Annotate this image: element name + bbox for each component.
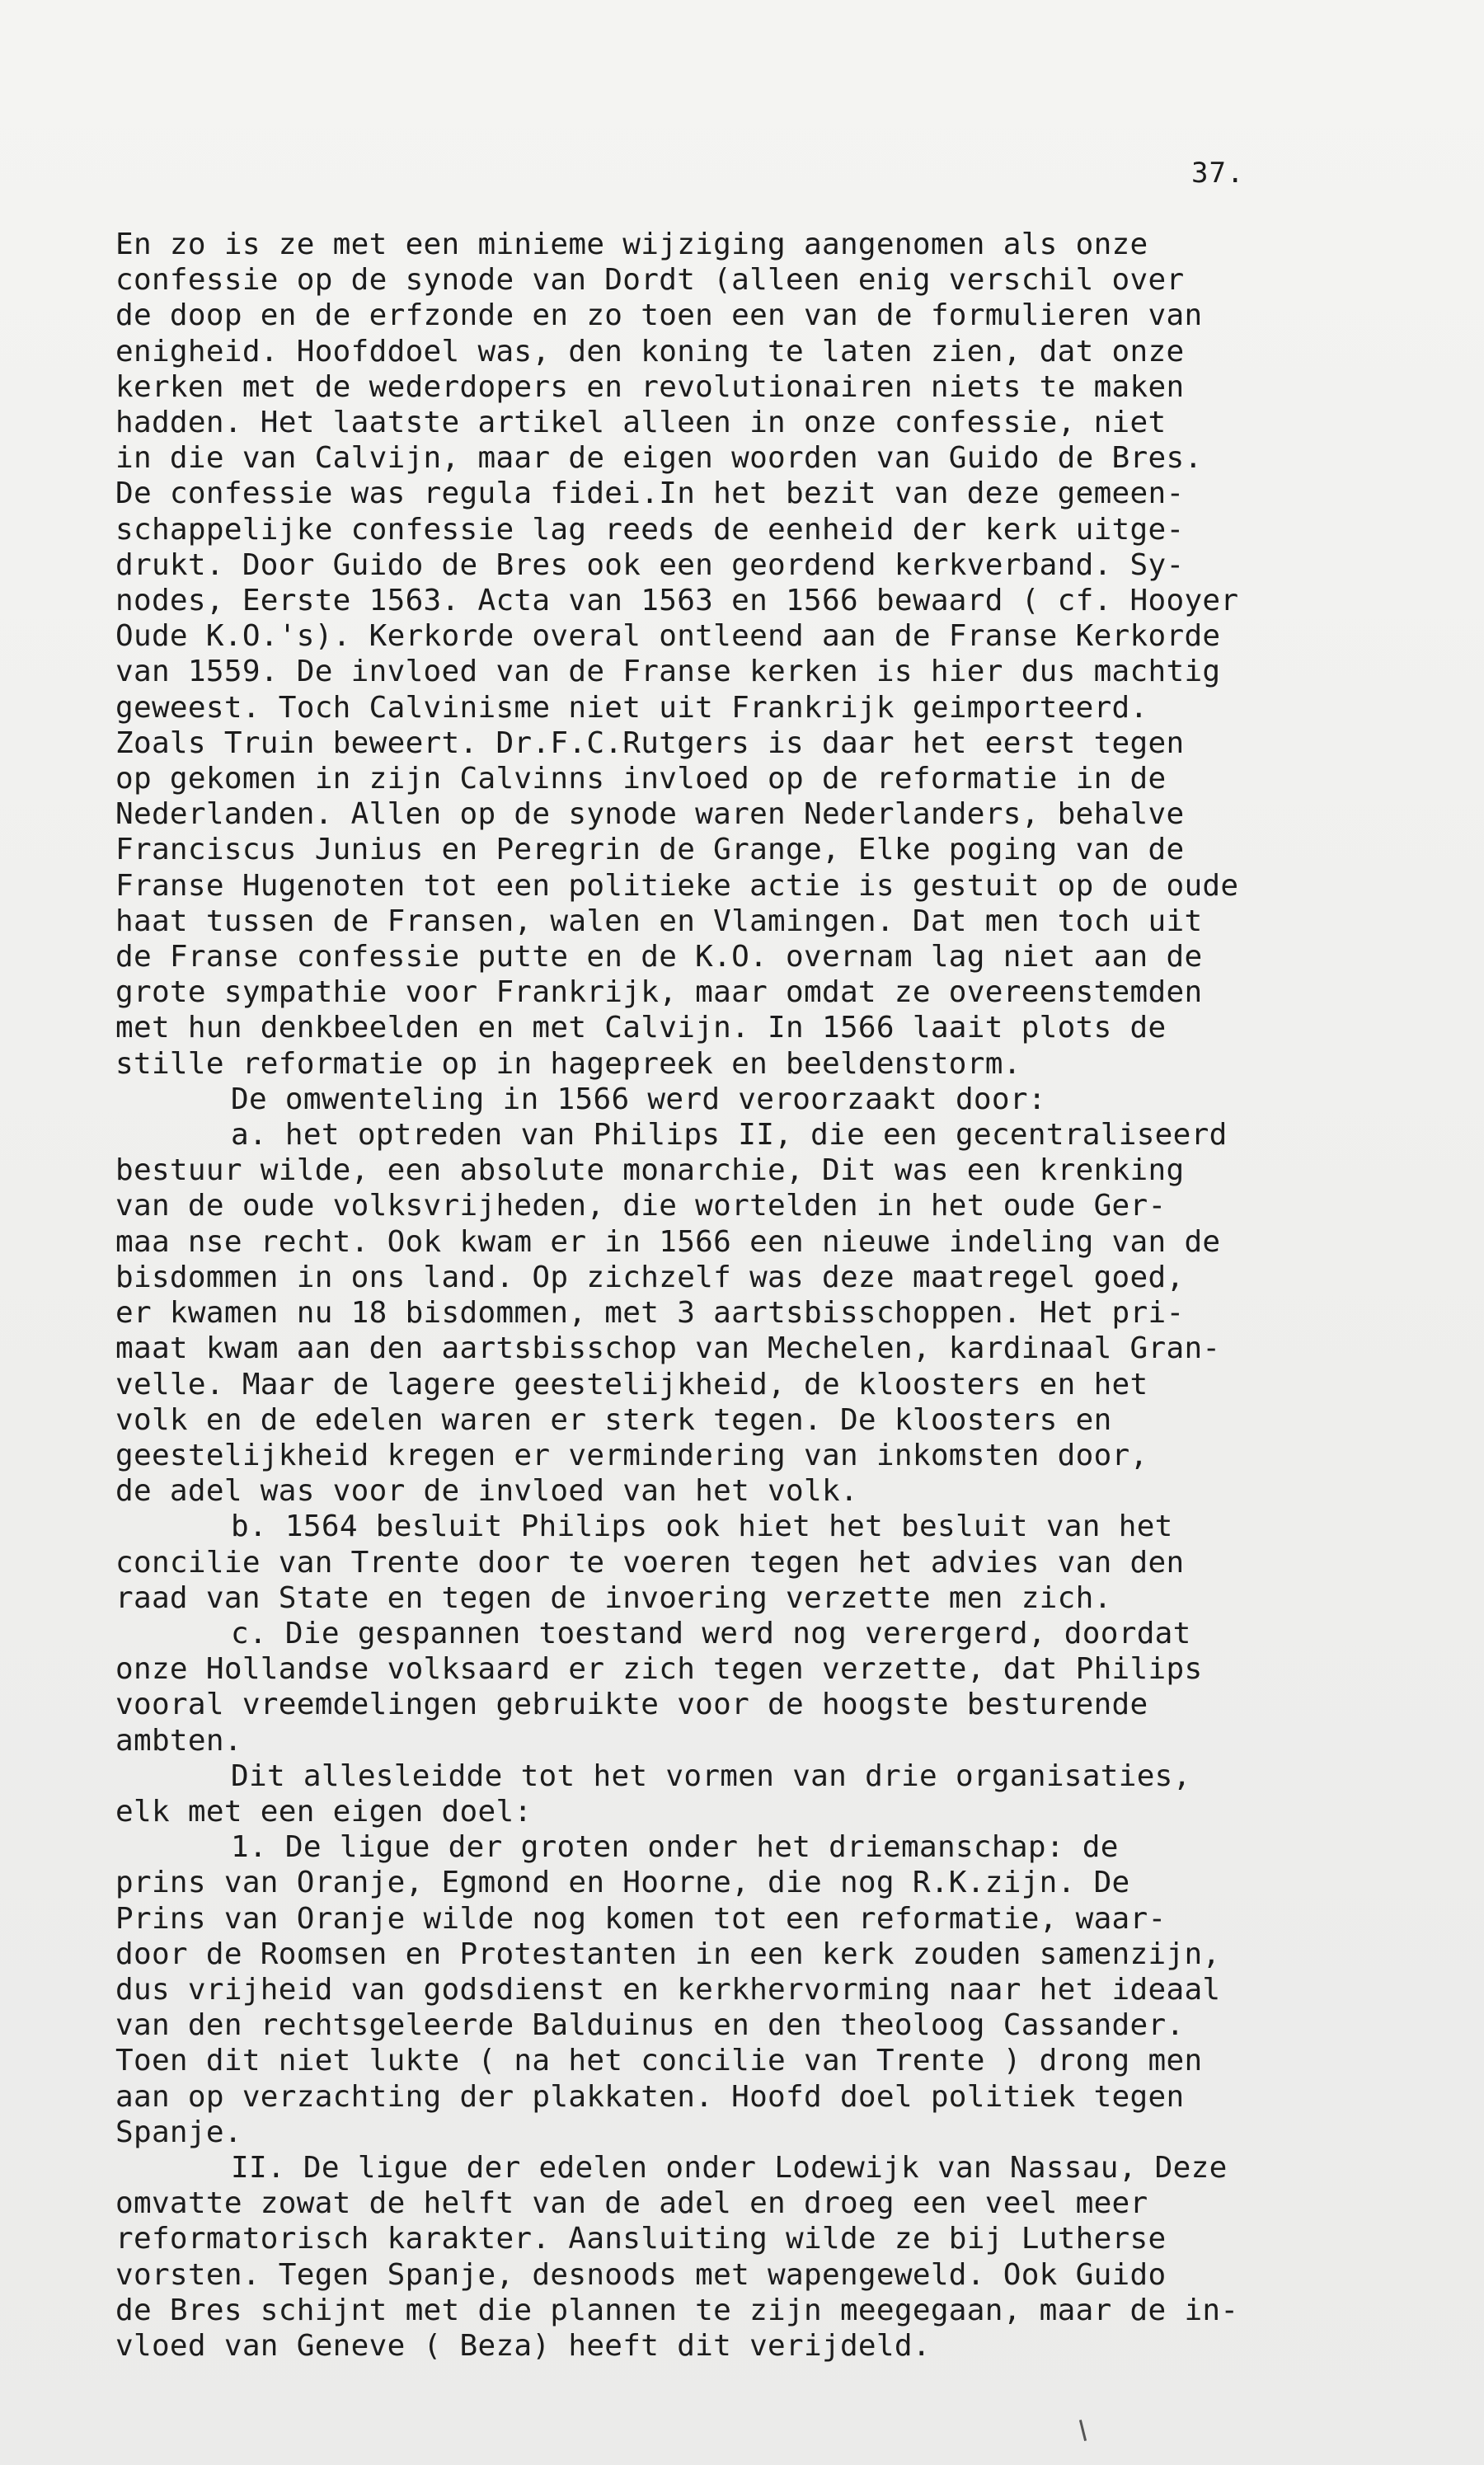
text-line: Toen dit niet lukte ( na het concilie van Trente ) drong men bbox=[115, 2044, 1203, 2078]
text-line: de doop en de erfzonde en zo toen een van de formulieren van bbox=[115, 298, 1203, 333]
text-line: maa nse recht. Ook kwam er in 1566 een nieuwe indeling van de bbox=[115, 1224, 1221, 1259]
text-line: de Bres schijnt met die plannen te zijn meegegaan, maar de in- bbox=[115, 2293, 1239, 2327]
text-line: bestuur wilde, een absolute monarchie, Dit was een krenking bbox=[115, 1153, 1185, 1188]
text-line: stille reformatie op in hagepreek en beeldenstorm. bbox=[115, 1046, 1021, 1081]
text-line: bisdommen in ons land. Op zichzelf was deze maatregel goed, bbox=[115, 1260, 1185, 1294]
text-line: a. het optreden van Philips II, die een gecentraliseerd bbox=[231, 1118, 1228, 1153]
text-line: maat kwam aan den aartsbisschop van Mechelen, kardinaal Gran- bbox=[115, 1331, 1221, 1366]
text-line: er kwamen nu 18 bisdommen, met 3 aartsbisschoppen. Het pri- bbox=[115, 1296, 1185, 1331]
text-line: velle. Maar de lagere geestelijkheid, de kloosters en het bbox=[115, 1367, 1148, 1402]
text-line: dus vrijheid van godsdienst en kerkhervorming naar het ideaal bbox=[115, 1972, 1221, 2007]
text-line: reformatorisch karakter. Aansluiting wilde ze bij Lutherse bbox=[115, 2222, 1167, 2256]
text-line: c. Die gespannen toestand werd nog verergerd, doordat bbox=[231, 1616, 1191, 1650]
text-line: geweest. Toch Calvinisme niet uit Frankrijk geimporteerd. bbox=[115, 690, 1148, 725]
text-line: drukt. Door Guido de Bres ook een geordend kerkverband. Sy- bbox=[115, 547, 1185, 582]
text-line: van den rechtsgeleerde Balduinus en den theoloog Cassander. bbox=[115, 2008, 1185, 2043]
text-line: volk en de edelen waren er sterk tegen. De kloosters en bbox=[115, 1402, 1112, 1437]
pen-mark bbox=[1079, 2420, 1087, 2441]
text-line: Nederlanden. Allen op de synode waren Nederlanders, behalve bbox=[115, 797, 1185, 832]
text-line: Franciscus Junius en Peregrin de Grange, Elke poging van de bbox=[115, 833, 1185, 867]
text-line: haat tussen de Fransen, walen en Vlamingen. Dat men toch uit bbox=[115, 904, 1203, 938]
text-line: op gekomen in zijn Calvinns invloed op de reformatie in de bbox=[115, 762, 1167, 796]
text-line: raad van State en tegen de invoering verzette men zich. bbox=[115, 1580, 1112, 1615]
text-line: grote sympathie voor Frankrijk, maar omdat ze overeenstemden bbox=[115, 975, 1203, 1010]
page-number: 37. bbox=[1191, 157, 1245, 190]
text-line: b. 1564 besluit Philips ook hiet het besluit van het bbox=[231, 1510, 1173, 1544]
text-line: in die van Calvijn, maar de eigen woorden van Guido de Bres. bbox=[115, 441, 1203, 476]
text-line: De omwenteling in 1566 werd veroorzaakt door: bbox=[231, 1082, 1046, 1116]
text-line: enigheid. Hoofddoel was, den koning te laten zien, dat onze bbox=[115, 334, 1185, 369]
text-line: de adel was voor de invloed van het volk. bbox=[115, 1474, 858, 1509]
text-line: Prins van Oranje wilde nog komen tot een reformatie, waar- bbox=[115, 1901, 1167, 1936]
document-body bbox=[115, 227, 1377, 2364]
text-line: Dit allesleidde tot het vormen van drie organisaties, bbox=[231, 1758, 1191, 1793]
text-line: concilie van Trente door te voeren tegen het advies van den bbox=[115, 1545, 1185, 1580]
text-line: van de oude volksvrijheden, die wortelden in het oude Ger- bbox=[115, 1189, 1167, 1223]
text-line: vooral vreemdelingen gebruikte voor de hoogste besturende bbox=[115, 1688, 1148, 1722]
text-line: omvatte zowat de helft van de adel en droeg een veel meer bbox=[115, 2186, 1148, 2221]
text-line: door de Roomsen en Protestanten in een kerk zouden samenzijn, bbox=[115, 1937, 1221, 1971]
text-line: aan op verzachting der plakkaten. Hoofd doel politiek tegen bbox=[115, 2079, 1185, 2114]
text-line: 1. De ligue der groten onder het driemanschap: de bbox=[231, 1830, 1119, 1865]
text-line: hadden. Het laatste artikel alleen in onze confessie, niet bbox=[115, 406, 1167, 440]
text-line: Spanje. bbox=[115, 2115, 242, 2149]
text-line: Franse Hugenoten tot een politieke actie is gestuit op de oude bbox=[115, 868, 1239, 903]
text-line: geestelijkheid kregen er vermindering van inkomsten door, bbox=[115, 1438, 1148, 1472]
text-line: met hun denkbeelden en met Calvijn. In 1566 laait plots de bbox=[115, 1011, 1167, 1045]
text-line: confessie op de synode van Dordt (alleen enig verschil over bbox=[115, 263, 1185, 298]
text-line: De confessie was regula fidei.In het bezit van deze gemeen- bbox=[115, 477, 1185, 511]
text-line: van 1559. De invloed van de Franse kerken is hier dus machtig bbox=[115, 655, 1221, 689]
text-line: II. De ligue der edelen onder Lodewijk van Nassau, Deze bbox=[231, 2150, 1228, 2185]
text-line: schappelijke confessie lag reeds de eenheid der kerk uitge- bbox=[115, 512, 1185, 547]
text-line: ambten. bbox=[115, 1723, 242, 1758]
text-line: de Franse confessie putte en de K.O. overnam lag niet aan de bbox=[115, 940, 1203, 974]
text-line: Oude K.O.'s). Kerkorde overal ontleend aan de Franse Kerkorde bbox=[115, 619, 1221, 654]
text-line: prins van Oranje, Egmond en Hoorne, die nog R.K.zijn. De bbox=[115, 1866, 1130, 1900]
text-line: kerken met de wederdopers en revolutionairen niets te maken bbox=[115, 369, 1185, 404]
text-line: vloed van Geneve ( Beza) heeft dit verijdeld. bbox=[115, 2328, 931, 2363]
text-line: vorsten. Tegen Spanje, desnoods met wapengeweld. Ook Guido bbox=[115, 2257, 1167, 2292]
text-line: Zoals Truin beweert. Dr.F.C.Rutgers is daar het eerst tegen bbox=[115, 725, 1185, 760]
text-line: onze Hollandse volksaard er zich tegen verzette, dat Philips bbox=[115, 1652, 1203, 1687]
text-line: elk met een eigen doel: bbox=[115, 1794, 533, 1829]
text-line: nodes, Eerste 1563. Acta van 1563 en 1566 bewaard ( cf. Hooyer bbox=[115, 584, 1239, 618]
text-line: En zo is ze met een minieme wijziging aangenomen als onze bbox=[115, 228, 1148, 261]
